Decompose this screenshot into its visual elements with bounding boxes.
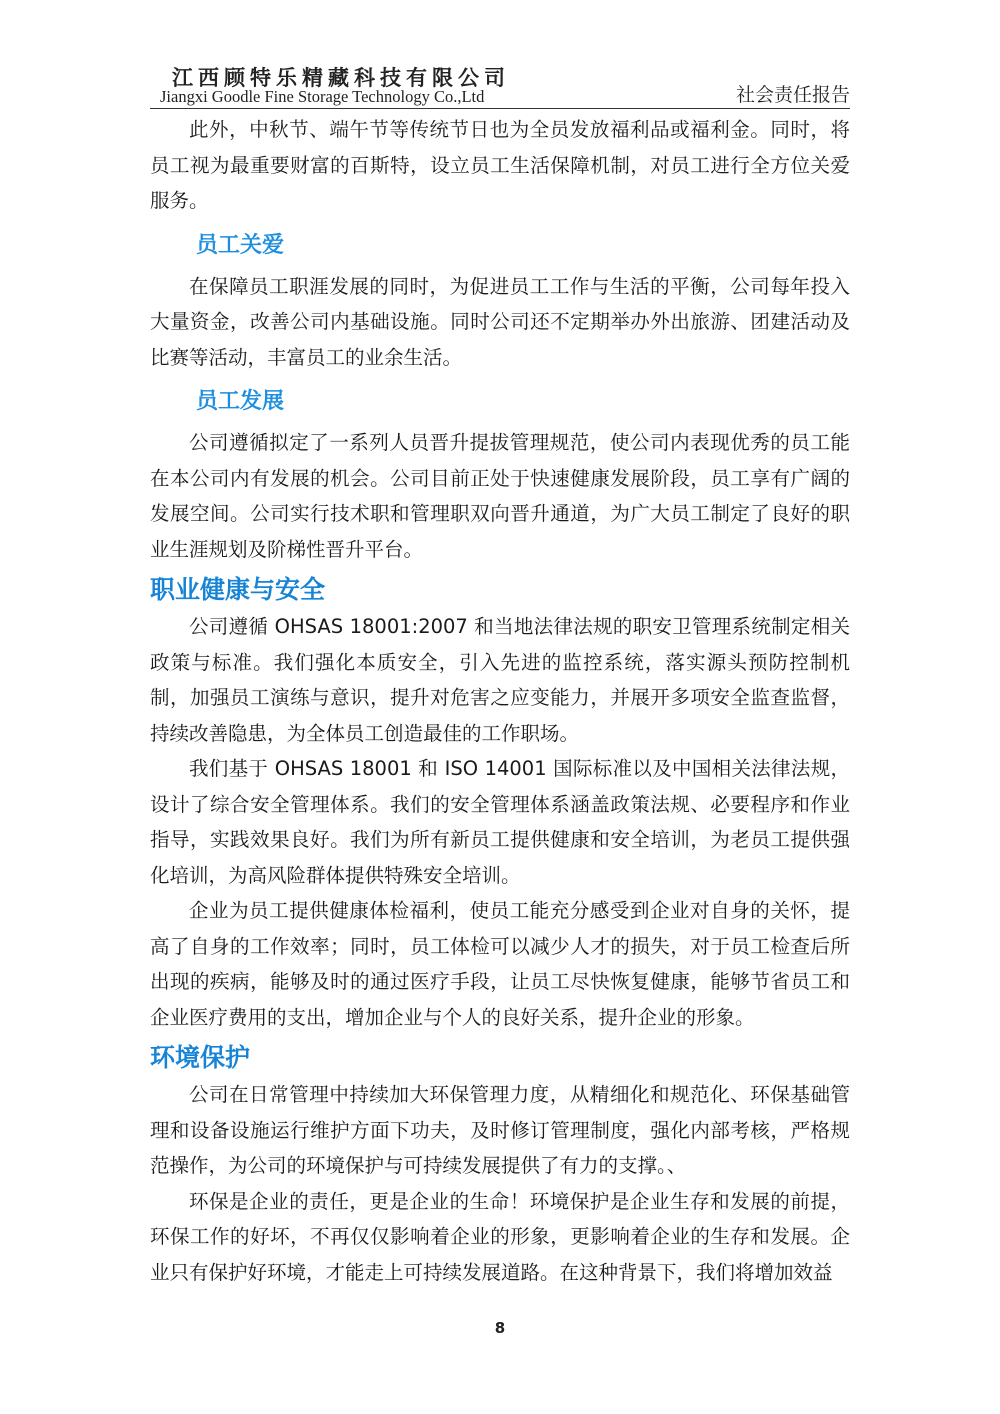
paragraph-environmental-management: 公司在日常管理中持续加大环保管理力度，从精细化和规范化、环保基础管理和设备设施运行维护方面下功夫，及时修订管理制度，强化内部考核，严格规范操作，为公司的环境保护与可持续发展提供了有力的支撑。、: [150, 1083, 850, 1177]
paragraph-health-checkup: 企业为员工提供健康体检福利，使员工能充分感受到企业对自身的关怀，提高了自身的工作效率；同时，员工体检可以减少人才的损失，对于员工检查后所出现的疾病，能够及时的通过医疗手段，让员工尽快恢复健康，能够节省员工和企业医疗费用的支出，增加企业与个人的良好关系，提升企业的形象。: [150, 899, 850, 1029]
report-title: 社会责任报告: [735, 84, 850, 106]
page-number: 8: [494, 1319, 506, 1337]
heading-employee-care: 员工关爱: [196, 232, 285, 258]
company-name-chinese: 江西顾特乐精藏科技有限公司: [172, 65, 510, 90]
company-name-english: Jiangxi Goodle Fine Storage Technology Co.,Ltd: [160, 87, 485, 106]
paragraph-employee-development: 公司遵循拟定了一系列人员晋升提拔管理规范，使公司内表现优秀的员工能在本公司内有发展的机会。公司目前正处于快速健康发展阶段，员工享有广阔的发展空间。公司实行技术职和管理职双向晋升通道，为广大员工制定了良好的职业生涯规划及阶梯性晋升平台。: [150, 431, 850, 561]
header-divider: [150, 108, 850, 109]
paragraph-employee-care: 在保障员工职涯发展的同时，为促进员工工作与生活的平衡，公司每年投入大量资金，改善公司内基础设施。同时公司还不定期举办外出旅游、团建活动及比赛等活动，丰富员工的业余生活。: [150, 274, 850, 369]
page-header: [150, 58, 850, 108]
heading-employee-development: 员工发展: [196, 389, 285, 414]
page-content: [150, 112, 850, 1290]
paragraph-ohsas-policy: 公司遵循 OHSAS 18001:2007 和当地法律法规的职安卫管理系统制定相关政策与标准。我们强化本质安全，引入先进的监控系统，落实源头预防控制机制，加强员工演练与意识，提升对危害之应变能力，并展开多项安全监查监督，持续改善隐患，为全体员工创造最佳的工作职场。: [150, 615, 850, 745]
heading-occupational-health-safety: 职业健康与安全: [150, 575, 326, 604]
paragraph-environmental-responsibility: 环保是企业的责任，更是企业的生命！环境保护是企业生存和发展的前提，环保工作的好坏，不再仅仅影响着企业的形象，更影响着企业的生存和发展。企业只有保护好环境，才能走上可持续发展道路。在这种背景下，我们将增加效益: [150, 1189, 850, 1284]
intro-paragraph: 此外，中秋节、端午节等传统节日也为全员发放福利品或福利金。同时，将员工视为最重要财富的百斯特，设立员工生活保障机制，对员工进行全方位关爱服务。: [150, 118, 850, 212]
heading-environmental-protection: 环境保护: [150, 1043, 251, 1072]
paragraph-safety-management-system: 我们基于 OHSAS 18001 和 ISO 14001 国际标准以及中国相关法律法规，设计了综合安全管理体系。我们的安全管理体系涵盖政策法规、必要程序和作业指导，实践效果良好。我们为所有新员工提供健康和安全培训，为老员工提供强化培训，为高风险群体提供特殊安全培训。: [150, 757, 850, 887]
